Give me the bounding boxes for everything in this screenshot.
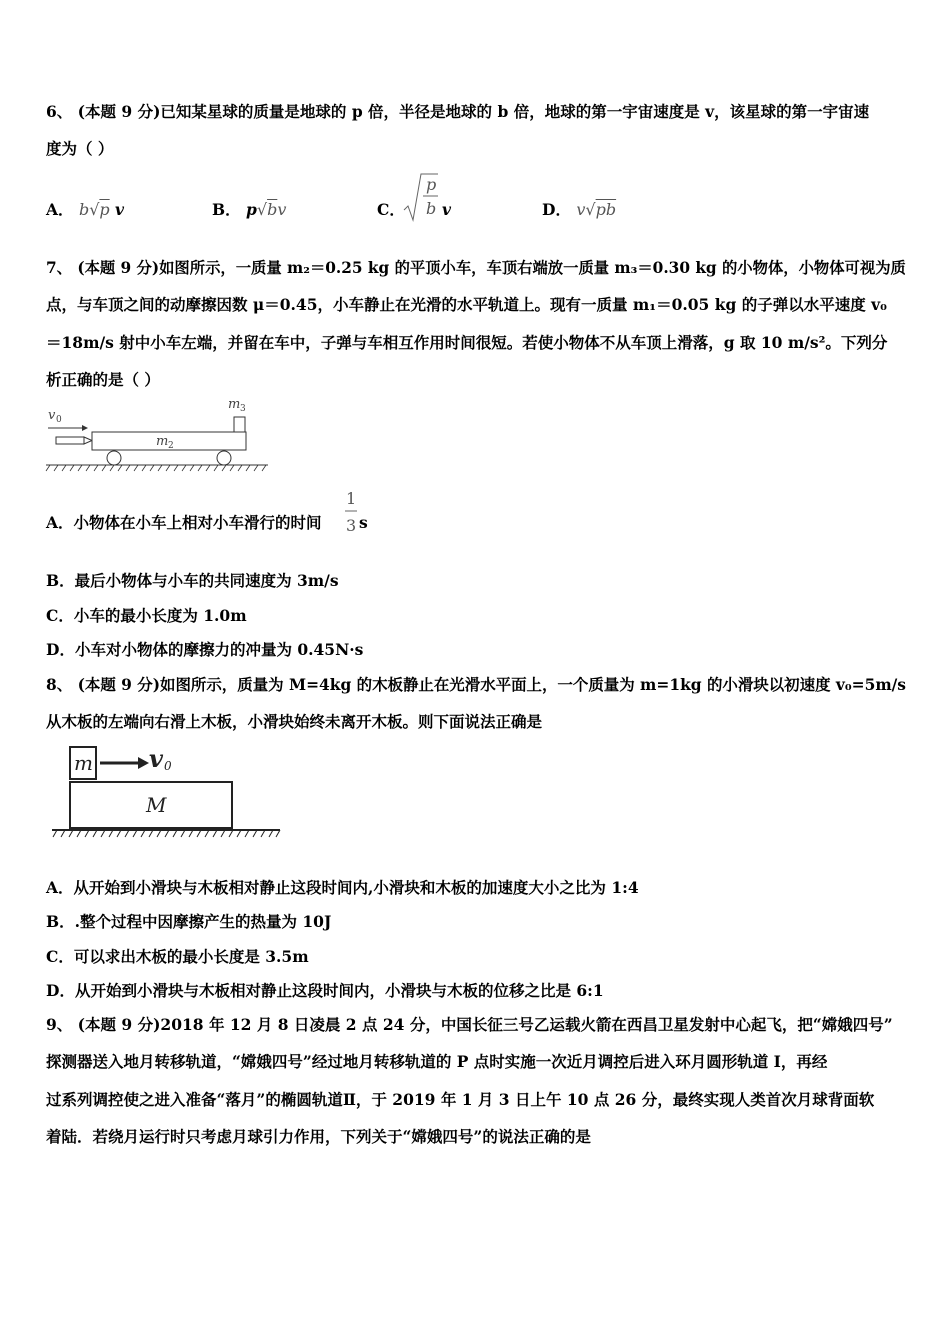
q7-fig-block-m3 (234, 417, 245, 432)
q8-fig-M-label: M (146, 793, 167, 817)
q6-line-1: 6、 (本题 9 分)已知某星球的质量是地球的 p 倍，半径是地球的 b 倍，地球的第一宇宙速度是 v，该星球的第一宇宙速 (46, 102, 870, 121)
q7-option-a: A．小物体在小车上相对小车滑行的时间 (46, 513, 322, 532)
q7-fig-m3-label: m (228, 397, 241, 412)
q6-line-2: 度为（ ） (46, 139, 114, 158)
q7-fig-bullet (56, 437, 84, 444)
q6-option-c-label: C． (377, 200, 405, 219)
q8-option-b: B．.整个过程中因摩擦产生的热量为 10J (46, 912, 332, 931)
q7-fig-ground-hatch (46, 465, 266, 471)
q6-option-a-label: A． (46, 200, 74, 219)
q7-option-c: C．小车的最小长度为 1.0m (46, 606, 247, 625)
q9-line-4: 着陆．若绕月运行时只考虑月球引力作用，下列关于“嫦娥四号”的说法正确的是 (46, 1127, 591, 1146)
q8-option-c: C．可以求出木板的最小长度是 3.5m (46, 947, 309, 966)
q6-option-d: D． v√pb (542, 200, 617, 219)
q6-option-b-radicand: b (267, 200, 278, 219)
q7-option-a-unit: s (359, 513, 368, 532)
q7-line-1: 7、 (本题 9 分)如图所示，一质量 m₂＝0.25 kg 的平顶小车，车顶右端放一质量 m₃＝0.30 kg 的小物体，小物体可视为质 (46, 258, 906, 277)
q6-option-c-denominator: b (426, 199, 437, 218)
q6-option-c-numerator: p (426, 175, 437, 194)
q7-fig-v0-sub: 0 (56, 415, 62, 425)
q6-option-c (377, 200, 405, 220)
q7-option-a-numerator: 1 (346, 489, 357, 508)
q7-option-a-denominator: 3 (346, 516, 357, 535)
q6-option-b: B． p√bv (212, 200, 287, 219)
q6-option-d-radicand: pb (595, 200, 617, 219)
q8-fig-m-label: m (74, 751, 93, 775)
q8-fig-v-label: v (149, 744, 163, 773)
q8-fig-v-sub: 0 (164, 759, 172, 773)
q9-line-2: 探测器送入地月转移轨道，“嫦娥四号”经过地月转移轨道的 P 点时实施一次近月调控后进入环月圆形轨道 I，再经 (46, 1052, 828, 1071)
q7-option-b: B．最后小物体与小车的共同速度为 3m/s (46, 571, 339, 590)
q6-option-b-tail: v (277, 200, 287, 219)
q6-option-b-label: B． (212, 200, 241, 219)
q6-option-a-tail: v (115, 200, 125, 219)
q8-line-1: 8、 (本题 9 分)如图所示，质量为 M=4kg 的木板静止在光滑水平面上，一个质量为 m=1kg 的小滑块以初速度 v₀=5m/s (46, 675, 907, 694)
q7-fig-m2-label: m (156, 434, 169, 449)
q7-option-a-fraction (343, 486, 359, 538)
q7-fig-wheel-left (107, 451, 121, 465)
q6-option-a-radicand: p (99, 200, 110, 219)
q6-option-a-coef: b (78, 200, 90, 219)
q7-line-4: 析正确的是（ ） (46, 370, 160, 389)
q8-option-d: D．从开始到小滑块与木板相对静止这段时间内，小滑块与木板的位移之比是 6:1 (46, 981, 604, 1000)
q7-option-d: D．小车对小物体的摩擦力的冲量为 0.45N·s (46, 640, 364, 659)
q6-option-b-coef: p (246, 200, 257, 219)
q9-line-1: 9、 (本题 9 分)2018 年 12 月 8 日凌晨 2 点 24 分，中国长征三号乙运载火箭在西昌卫星发射中心起飞，把“嫦娥四号” (46, 1015, 893, 1034)
q8-option-a: A．从开始到小滑块与木板相对静止这段时间内,小滑块和木板的加速度大小之比为 1:4 (46, 878, 639, 897)
q6-option-c-sqrt-fraction (402, 170, 442, 226)
q6-option-d-coef: v (576, 200, 586, 219)
q7-line-2: 点，与车顶之间的动摩擦因数 μ＝0.45，小车静止在光滑的水平轨道上。现有一质量 m₁＝0.05 kg 的子弹以水平速度 v₀ (46, 295, 887, 314)
q7-fig-v0-label: v (48, 408, 56, 423)
q7-figure-cart (44, 395, 274, 475)
q7-line-3: ＝18m/s 射中小车左端，并留在车中，子弹与车相互作用时间很短。若使小物体不从车顶上滑落，g 取 10 m/s²。下列分 (46, 333, 888, 352)
q7-fig-m3-sub: 3 (240, 404, 246, 414)
q6-option-c-tail: v (442, 200, 452, 219)
q6-option-a: A． b√p v (46, 200, 125, 219)
q9-line-3: 过系列调控使之进入准备“落月”的椭圆轨道Ⅱ，于 2019 年 1 月 3 日上午 10 点 26 分，最终实现人类首次月球背面软 (46, 1090, 875, 1109)
q6-option-d-label: D． (542, 200, 571, 219)
q8-figure-plank (48, 742, 284, 842)
q7-fig-m2-sub: 2 (168, 441, 174, 451)
q8-line-2: 从木板的左端向右滑上木板，小滑块始终未离开木板。则下面说法正确是 (46, 712, 543, 731)
q8-fig-ground-hatch (53, 830, 280, 837)
q7-fig-wheel-right (217, 451, 231, 465)
